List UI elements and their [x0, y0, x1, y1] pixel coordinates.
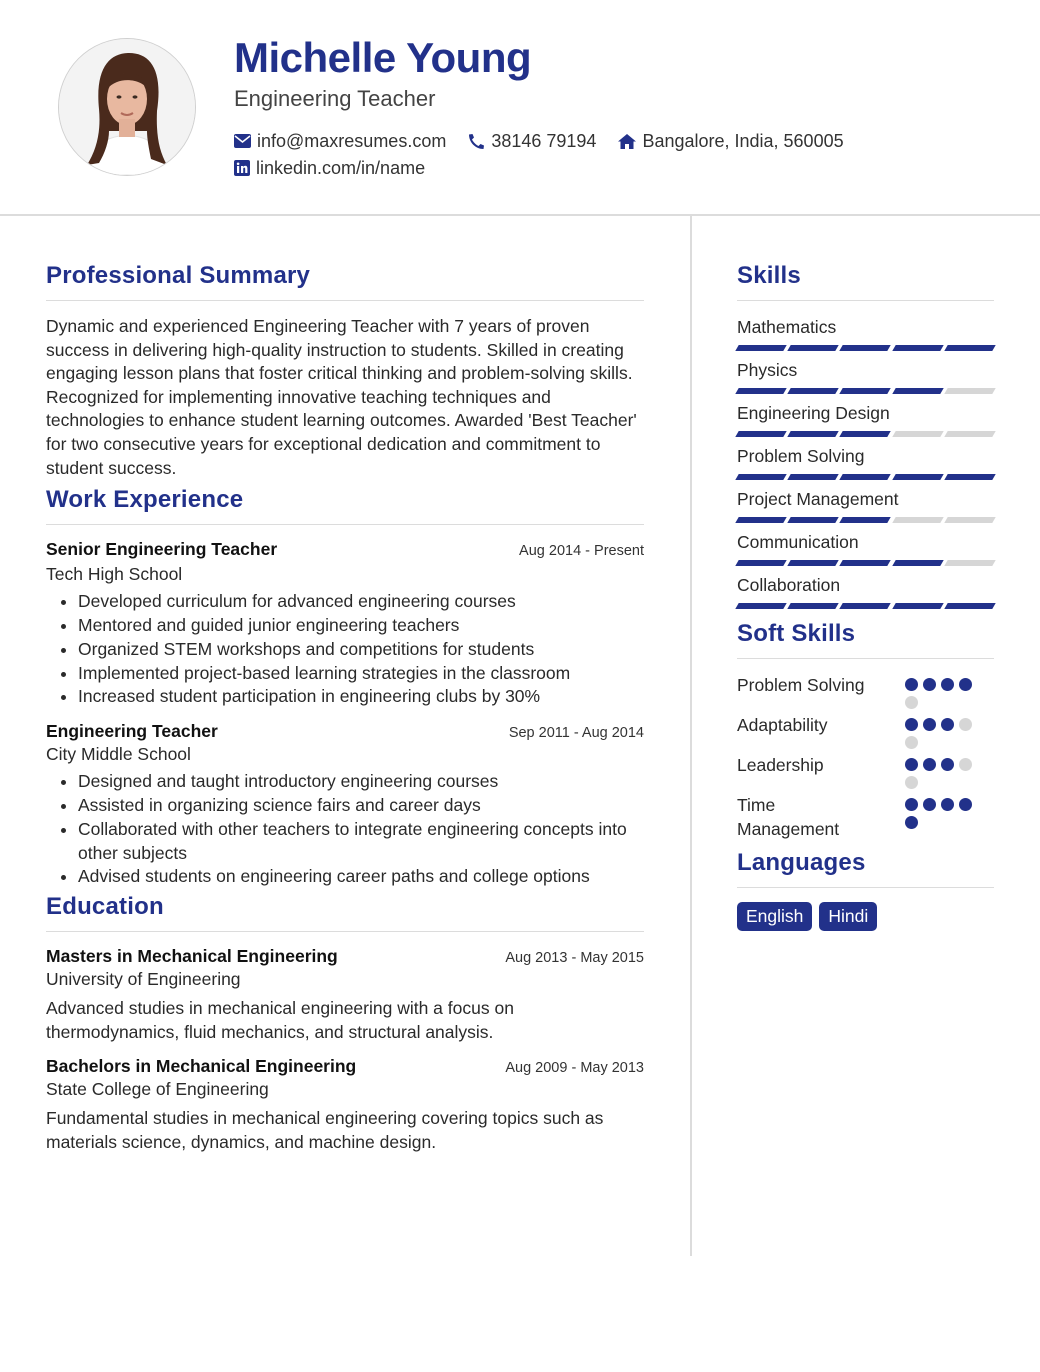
skill-level-segment: [735, 431, 787, 437]
bullet-item: • Advised students on engineering career paths and college options: [78, 865, 644, 889]
soft-skill-level-dot: [941, 678, 954, 691]
bullet-item: • Designed and taught introductory engineering courses: [78, 770, 644, 794]
skill-name: Communication: [737, 532, 859, 552]
education-entry: [46, 946, 644, 1044]
soft-skill-name: Time Management: [737, 795, 840, 839]
resume-header: [0, 0, 1040, 216]
envelope-icon: [234, 134, 251, 148]
skill-level-segment: [787, 603, 839, 609]
language-badge: English: [737, 902, 812, 931]
skill-level-segment: [735, 345, 787, 351]
skill-level-segment: [735, 517, 787, 523]
soft-skill-item: [737, 753, 994, 789]
job-bullets: [46, 590, 644, 709]
soft-skill-item: [737, 713, 994, 749]
skill-level-segment: [840, 388, 892, 394]
skill-level-segment: [735, 388, 787, 394]
skill-name: Problem Solving: [737, 446, 865, 466]
job-date: Aug 2014 - Present: [519, 543, 644, 560]
soft-skill-level-dot: [905, 696, 918, 709]
job-date: Sep 2011 - Aug 2014: [508, 725, 644, 742]
skill-item: [737, 444, 994, 480]
soft-skill-level-dot: [923, 758, 936, 771]
soft-skill-level-dots: [905, 793, 981, 829]
skill-level-segment: [787, 517, 839, 523]
skill-level-segment: [787, 431, 839, 437]
soft-skill-level-dot: [905, 736, 918, 749]
skill-level-segment: [892, 560, 944, 566]
bullet-item: • Increased student participation in engineering clubs by 30%: [78, 685, 644, 709]
skill-item: [737, 530, 994, 566]
skill-item: [737, 358, 994, 394]
sidebar-column: [737, 258, 994, 931]
soft-skill-level-dots: [905, 713, 981, 749]
skill-level-segment: [892, 345, 944, 351]
soft-skill-level-dot: [941, 758, 954, 771]
bullet-item: • Implemented project-based learning strategies in the classroom: [78, 662, 644, 686]
skill-name: Engineering Design: [737, 403, 890, 423]
contact-linkedin[interactable]: [234, 158, 425, 179]
skill-level-bar: [737, 603, 994, 609]
phone-text: 38146 79194: [491, 130, 597, 151]
contact-location: [618, 131, 843, 152]
skill-name: Collaboration: [737, 575, 841, 595]
languages-heading: Languages: [737, 845, 994, 888]
job-organization: City Middle School: [46, 744, 191, 765]
skill-level-segment: [787, 345, 839, 351]
skill-level-segment: [840, 603, 892, 609]
linkedin-text: linkedin.com/in/name: [256, 157, 426, 178]
candidate-name: Michelle Young: [234, 34, 532, 81]
summary-text: Dynamic and experienced Engineering Teacher with 7 years of proven success in delivering high-quality instruction to students. Skilled in creating engaging lesson plans that foster critical thinking and problem-solving skills. Recognized for implementing innovative teaching techniques and technologies to enhance student learning outcomes. Awarded 'Best Teacher' for two consecutive years for exceptional dedication and commitment to student success.: [46, 316, 637, 478]
skill-level-segment: [892, 474, 944, 480]
main-column: [46, 258, 644, 1155]
skill-level-bar: [737, 474, 994, 480]
soft-skill-level-dot: [905, 816, 918, 829]
skill-level-segment: [840, 560, 892, 566]
soft-skill-name: Problem Solving: [737, 675, 865, 695]
location-text: Bangalore, India, 560005: [642, 130, 844, 151]
skill-level-segment: [892, 517, 944, 523]
soft-skill-level-dot: [923, 798, 936, 811]
skills-heading: Skills: [737, 258, 994, 301]
soft-skill-name: Leadership: [737, 755, 824, 775]
education-entry: [46, 1056, 644, 1154]
education-date: Aug 2009 - May 2013: [505, 1060, 644, 1077]
skill-name: Physics: [737, 360, 798, 380]
languages-list: [737, 902, 994, 931]
bullet-item: • Collaborated with other teachers to integrate engineering concepts into other subjects: [78, 818, 644, 866]
bullet-item: • Organized STEM workshops and competitions for students: [78, 638, 644, 662]
degree-title: Bachelors in Mechanical Engineering: [46, 1056, 357, 1077]
skill-item: [737, 573, 994, 609]
summary-heading: Professional Summary: [46, 258, 644, 301]
contact-info: [234, 129, 866, 183]
skill-level-segment: [892, 603, 944, 609]
education-date: Aug 2013 - May 2015: [505, 950, 644, 967]
phone-icon: [468, 133, 485, 150]
soft-skill-level-dots: [905, 673, 981, 709]
skill-level-bar: [737, 388, 994, 394]
skill-level-segment: [735, 474, 787, 480]
school-name: University of Engineering: [46, 969, 241, 990]
soft-skill-level-dot: [959, 678, 972, 691]
linkedin-icon: [234, 160, 250, 176]
education-description: Advanced studies in mechanical engineering with a focus on thermodynamics, fluid mechanics, and structural analysis.: [46, 998, 514, 1042]
bullet-item: • Mentored and guided junior engineering teachers: [78, 614, 644, 638]
skill-level-segment: [787, 474, 839, 480]
soft-skill-name: Adaptability: [737, 715, 828, 735]
skill-level-bar: [737, 345, 994, 351]
education-description: Fundamental studies in mechanical engineering covering topics such as materials science, dynamics, and machine design.: [46, 1108, 604, 1152]
soft-skill-item: [737, 673, 994, 709]
skill-level-segment: [892, 388, 944, 394]
skill-level-bar: [737, 431, 994, 437]
skill-name: Project Management: [737, 489, 899, 509]
experience-heading: Work Experience: [46, 482, 644, 525]
skill-level-bar: [737, 560, 994, 566]
contact-phone[interactable]: [468, 131, 596, 152]
skill-item: [737, 487, 994, 523]
skill-level-bar: [737, 517, 994, 523]
bullet-item: • Assisted in organizing science fairs and career days: [78, 794, 644, 818]
job-bullets: [46, 770, 644, 889]
skill-level-segment: [787, 388, 839, 394]
soft-skill-level-dot: [959, 758, 972, 771]
job-title: Senior Engineering Teacher: [46, 539, 278, 560]
soft-skills-list: [737, 673, 994, 841]
job-organization: Tech High School: [46, 564, 183, 585]
skill-name: Mathematics: [737, 317, 837, 337]
skill-level-segment: [944, 431, 996, 437]
skill-level-segment: [735, 560, 787, 566]
skill-level-segment: [944, 474, 996, 480]
job-title: Engineering Teacher: [46, 721, 218, 742]
skill-level-segment: [840, 517, 892, 523]
profile-photo: [58, 38, 196, 176]
school-name: State College of Engineering: [46, 1079, 269, 1100]
bullet-item: • Developed curriculum for advanced engineering courses: [78, 590, 644, 614]
job-entry: [46, 721, 644, 889]
soft-skill-level-dots: [905, 753, 981, 789]
soft-skill-level-dot: [923, 678, 936, 691]
soft-skill-level-dot: [923, 718, 936, 731]
soft-skill-level-dot: [941, 798, 954, 811]
soft-skill-level-dot: [905, 758, 918, 771]
skill-item: [737, 401, 994, 437]
job-entry: [46, 539, 644, 709]
skills-list: [737, 315, 994, 609]
skill-level-segment: [892, 431, 944, 437]
column-divider: [690, 216, 692, 1256]
home-icon: [618, 134, 636, 149]
skill-level-segment: [944, 517, 996, 523]
skill-level-segment: [840, 431, 892, 437]
soft-skill-level-dot: [905, 678, 918, 691]
soft-skill-level-dot: [905, 798, 918, 811]
skill-level-segment: [944, 560, 996, 566]
skill-item: [737, 315, 994, 351]
contact-email[interactable]: [234, 131, 446, 152]
candidate-title: Engineering Teacher: [234, 86, 436, 111]
soft-skill-level-dot: [959, 798, 972, 811]
soft-skill-item: [737, 793, 994, 841]
soft-skill-level-dot: [905, 718, 918, 731]
email-text: info@maxresumes.com: [257, 130, 447, 151]
skill-level-segment: [944, 345, 996, 351]
language-badge: Hindi: [819, 902, 877, 931]
skill-level-segment: [840, 474, 892, 480]
soft-skill-level-dot: [941, 718, 954, 731]
soft-skill-level-dot: [959, 718, 972, 731]
soft-skills-heading: Soft Skills: [737, 616, 994, 659]
portrait-image: [59, 39, 195, 175]
education-heading: Education: [46, 889, 644, 932]
soft-skill-level-dot: [905, 776, 918, 789]
skill-level-segment: [735, 603, 787, 609]
skill-level-segment: [787, 560, 839, 566]
degree-title: Masters in Mechanical Engineering: [46, 946, 338, 967]
skill-level-segment: [840, 345, 892, 351]
skill-level-segment: [944, 603, 996, 609]
skill-level-segment: [944, 388, 996, 394]
